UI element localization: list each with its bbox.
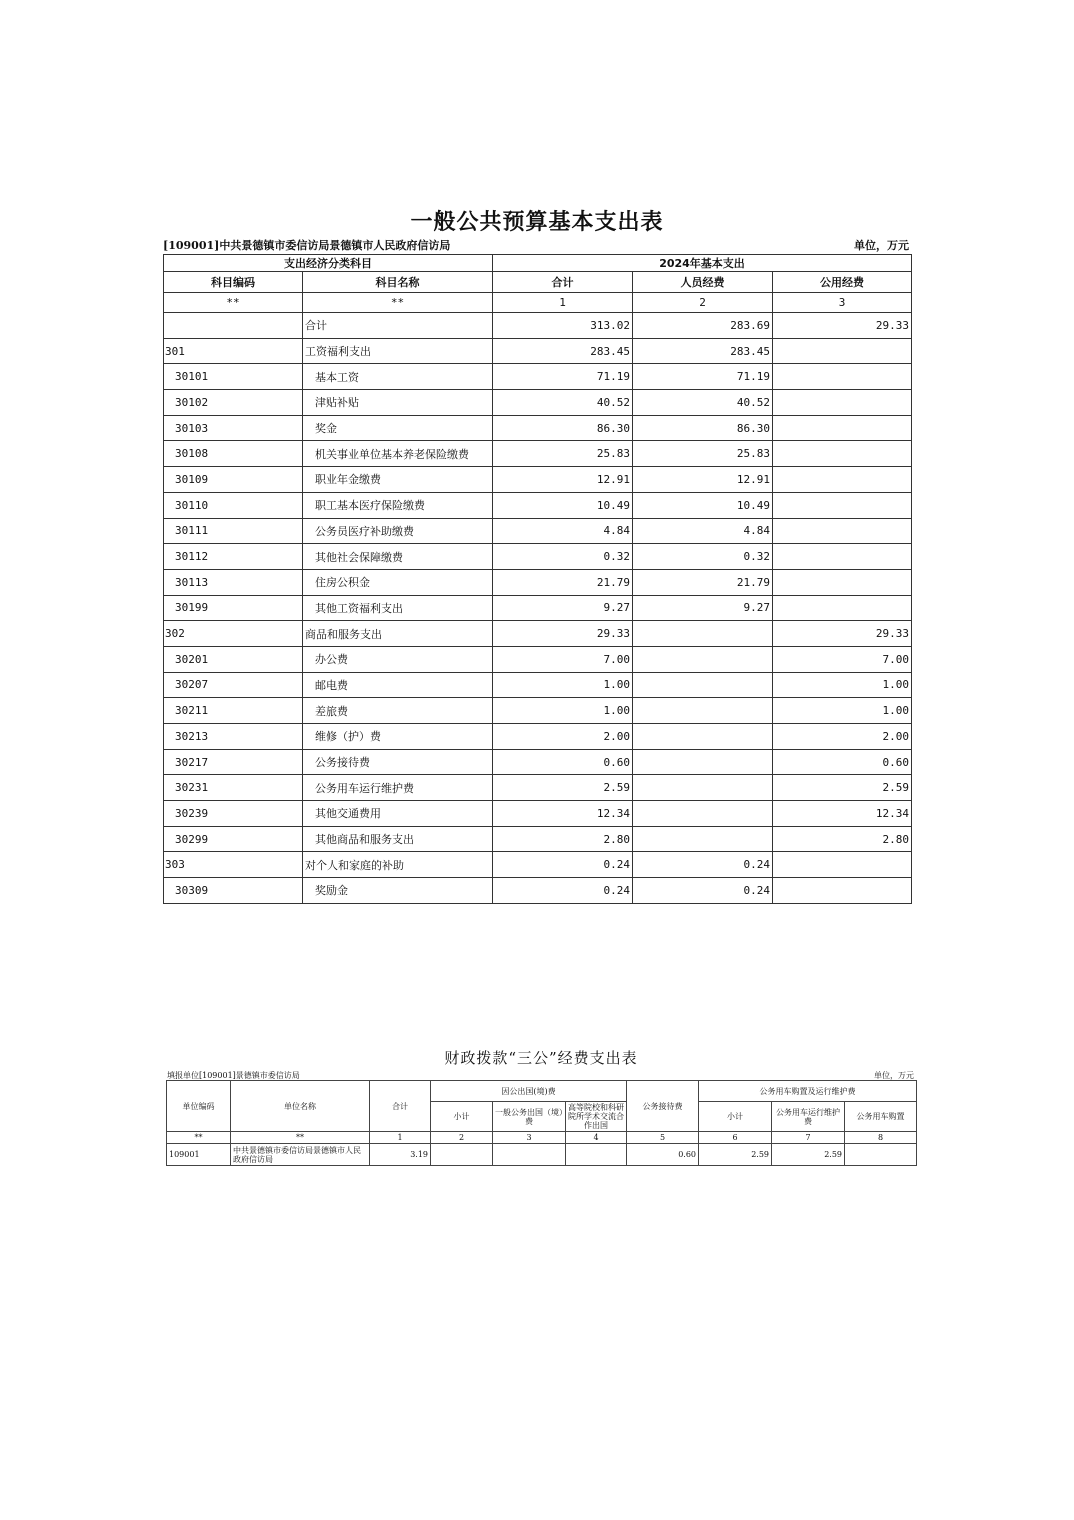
table2-cell-abroad-academic bbox=[566, 1144, 627, 1166]
table2-header-vehicle-purchase: 公务用车购置 bbox=[845, 1102, 917, 1132]
table1-cell-name: 基本工资 bbox=[303, 364, 493, 390]
table2-cell-abroad-general bbox=[493, 1144, 566, 1166]
table1-cell-total: 0.32 bbox=[493, 544, 633, 570]
table1-cell-public bbox=[773, 518, 912, 544]
table1-cell-name: 公务用车运行维护费 bbox=[303, 775, 493, 801]
table1-title: 一般公共预算基本支出表 bbox=[410, 210, 664, 235]
table2-header-abroad-subtotal: 小计 bbox=[431, 1102, 493, 1132]
table1-cell-total: 12.91 bbox=[493, 467, 633, 493]
table1-cell-code: 30102 bbox=[164, 390, 303, 416]
table1-cell-name: 对个人和家庭的补助 bbox=[303, 852, 493, 878]
table-row bbox=[164, 801, 912, 827]
table1-cell-name: 公务员医疗补助缴费 bbox=[303, 518, 493, 544]
table1-unit-label: 单位，万元 bbox=[854, 239, 909, 252]
table1-col-number: ** bbox=[303, 293, 493, 313]
table2-header-abroad-general: 一般公务出国（境）费 bbox=[493, 1102, 566, 1132]
table1-cell-total: 0.24 bbox=[493, 878, 633, 904]
table1-cell-personnel: 25.83 bbox=[633, 441, 773, 467]
table1-cell-total: 2.00 bbox=[493, 724, 633, 750]
table2-col-number: 7 bbox=[772, 1132, 845, 1144]
table1-cell-code: 30217 bbox=[164, 749, 303, 775]
table1-cell-total: 12.34 bbox=[493, 801, 633, 827]
table1-cell-code: 303 bbox=[164, 852, 303, 878]
table1-cell-personnel: 283.69 bbox=[633, 313, 773, 339]
table1-cell-total: 1.00 bbox=[493, 672, 633, 698]
table2-col-number: 6 bbox=[699, 1132, 772, 1144]
table1-cell-name: 公务接待费 bbox=[303, 749, 493, 775]
general-budget-table bbox=[163, 254, 912, 904]
table1-cell-personnel bbox=[633, 724, 773, 750]
table1-cell-name: 机关事业单位基本养老保险缴费 bbox=[303, 441, 493, 467]
table1-cell-public bbox=[773, 390, 912, 416]
table1-cell-name: 其他工资福利支出 bbox=[303, 595, 493, 621]
table1-cell-name: 津贴补贴 bbox=[303, 390, 493, 416]
table-row bbox=[164, 878, 912, 904]
table2-header-unit-code: 单位编码 bbox=[167, 1081, 231, 1132]
table1-cell-code: 301 bbox=[164, 338, 303, 364]
table2-header-row-1 bbox=[167, 1081, 917, 1102]
table-row bbox=[164, 672, 912, 698]
table1-cell-personnel bbox=[633, 749, 773, 775]
table1-cell-code bbox=[164, 313, 303, 339]
table2-col-number: 2 bbox=[431, 1132, 493, 1144]
table1-col-header: 人员经费 bbox=[633, 272, 773, 293]
table1-cell-personnel: 71.19 bbox=[633, 364, 773, 390]
table1-cell-code: 30201 bbox=[164, 646, 303, 672]
table1-cell-name: 商品和服务支出 bbox=[303, 621, 493, 647]
table1-cell-name: 职业年金缴费 bbox=[303, 467, 493, 493]
table1-cell-personnel bbox=[633, 698, 773, 724]
table-row bbox=[164, 749, 912, 775]
table1-cell-total: 0.24 bbox=[493, 852, 633, 878]
table2-unit-label: 单位，万元 bbox=[874, 1071, 914, 1080]
table2-col-number: 4 bbox=[566, 1132, 627, 1144]
table-row bbox=[164, 441, 912, 467]
table2-cell-reception: 0.60 bbox=[627, 1144, 699, 1166]
table1-cell-personnel: 9.27 bbox=[633, 595, 773, 621]
table1-cell-code: 30103 bbox=[164, 415, 303, 441]
table1-cell-name: 职工基本医疗保险缴费 bbox=[303, 492, 493, 518]
table2-title: 财政拨款“三公”经费支出表 bbox=[444, 1049, 638, 1067]
table2-cell-code: 109001 bbox=[167, 1144, 231, 1166]
table1-col-number: 2 bbox=[633, 293, 773, 313]
table1-cell-personnel: 10.49 bbox=[633, 492, 773, 518]
table1-cell-name: 工资福利支出 bbox=[303, 338, 493, 364]
table2-cell-vehicle-operation: 2.59 bbox=[772, 1144, 845, 1166]
table1-cell-code: 30207 bbox=[164, 672, 303, 698]
table1-cell-name: 办公费 bbox=[303, 646, 493, 672]
three-public-expense-table bbox=[166, 1080, 917, 1166]
table1-cell-public: 7.00 bbox=[773, 646, 912, 672]
table1-cell-public: 0.60 bbox=[773, 749, 912, 775]
table2-header-abroad-academic: 高等院校和科研院所学术交流合作出国 bbox=[566, 1102, 627, 1132]
table1-cell-personnel: 283.45 bbox=[633, 338, 773, 364]
table1-cell-public bbox=[773, 338, 912, 364]
table1-cell-total: 4.84 bbox=[493, 518, 633, 544]
table1-cell-personnel: 0.32 bbox=[633, 544, 773, 570]
table-row bbox=[164, 724, 912, 750]
table1-cell-total: 2.80 bbox=[493, 826, 633, 852]
table1-column-header-row bbox=[164, 272, 912, 293]
table-row bbox=[164, 621, 912, 647]
table1-group-header-right: 2024年基本支出 bbox=[493, 255, 912, 272]
table1-cell-total: 9.27 bbox=[493, 595, 633, 621]
table1-col-number: 3 bbox=[773, 293, 912, 313]
table1-group-header-row bbox=[164, 255, 912, 272]
table1-cell-total: 29.33 bbox=[493, 621, 633, 647]
table1-cell-public: 29.33 bbox=[773, 621, 912, 647]
table1-cell-public bbox=[773, 441, 912, 467]
table-row bbox=[164, 467, 912, 493]
table1-cell-name: 奖金 bbox=[303, 415, 493, 441]
table1-col-number: 1 bbox=[493, 293, 633, 313]
table1-cell-public: 2.00 bbox=[773, 724, 912, 750]
table1-cell-personnel bbox=[633, 672, 773, 698]
table1-cell-total: 2.59 bbox=[493, 775, 633, 801]
table1-cell-personnel: 0.24 bbox=[633, 878, 773, 904]
table1-cell-name: 其他社会保障缴费 bbox=[303, 544, 493, 570]
table1-cell-code: 30231 bbox=[164, 775, 303, 801]
table1-cell-public: 1.00 bbox=[773, 672, 912, 698]
table-row bbox=[164, 313, 912, 339]
table1-cell-public: 29.33 bbox=[773, 313, 912, 339]
table-row bbox=[164, 544, 912, 570]
table-row bbox=[164, 415, 912, 441]
table2-column-number-row bbox=[167, 1132, 917, 1144]
table1-cell-total: 71.19 bbox=[493, 364, 633, 390]
table1-cell-public: 12.34 bbox=[773, 801, 912, 827]
table2-col-number: ** bbox=[167, 1132, 231, 1144]
table1-column-number-row bbox=[164, 293, 912, 313]
table1-cell-personnel bbox=[633, 775, 773, 801]
table-row bbox=[164, 595, 912, 621]
table1-cell-name: 维修（护）费 bbox=[303, 724, 493, 750]
table2-col-number: 3 bbox=[493, 1132, 566, 1144]
table2-header-vehicle-subtotal: 小计 bbox=[699, 1102, 772, 1132]
table1-cell-personnel bbox=[633, 826, 773, 852]
table1-cell-public: 2.59 bbox=[773, 775, 912, 801]
table1-cell-name: 其他交通费用 bbox=[303, 801, 493, 827]
table1-cell-public: 2.80 bbox=[773, 826, 912, 852]
table1-cell-personnel: 12.91 bbox=[633, 467, 773, 493]
table2-cell-abroad-subtotal bbox=[431, 1144, 493, 1166]
table1-cell-public bbox=[773, 544, 912, 570]
table1-cell-name: 其他商品和服务支出 bbox=[303, 826, 493, 852]
table1-cell-code: 302 bbox=[164, 621, 303, 647]
table1-cell-code: 30112 bbox=[164, 544, 303, 570]
table1-cell-name: 合计 bbox=[303, 313, 493, 339]
table2-header-total: 合计 bbox=[370, 1081, 431, 1132]
table1-cell-public bbox=[773, 852, 912, 878]
table1-cell-total: 1.00 bbox=[493, 698, 633, 724]
table1-cell-total: 7.00 bbox=[493, 646, 633, 672]
table2-col-number: ** bbox=[231, 1132, 370, 1144]
table1-cell-code: 30111 bbox=[164, 518, 303, 544]
table-row bbox=[164, 492, 912, 518]
table1-cell-public bbox=[773, 364, 912, 390]
table1-cell-name: 邮电费 bbox=[303, 672, 493, 698]
table-row bbox=[164, 338, 912, 364]
table-row bbox=[164, 698, 912, 724]
table2-header-unit-name: 单位名称 bbox=[231, 1081, 370, 1132]
table1-cell-total: 86.30 bbox=[493, 415, 633, 441]
table-row bbox=[164, 852, 912, 878]
table-row bbox=[164, 646, 912, 672]
table1-col-header: 科目编码 bbox=[164, 272, 303, 293]
table2-unit-name: 填报单位[109001]景德镇市委信访局 bbox=[167, 1071, 300, 1080]
table1-cell-public bbox=[773, 415, 912, 441]
table1-cell-code: 30108 bbox=[164, 441, 303, 467]
table1-cell-total: 40.52 bbox=[493, 390, 633, 416]
table2-header-abroad-group: 因公出国(境)费 bbox=[431, 1081, 627, 1102]
table2-cell-total: 3.19 bbox=[370, 1144, 431, 1166]
table2-cell-vehicle-purchase bbox=[845, 1144, 917, 1166]
table1-cell-name: 奖励金 bbox=[303, 878, 493, 904]
table1-cell-total: 313.02 bbox=[493, 313, 633, 339]
table1-cell-personnel: 86.30 bbox=[633, 415, 773, 441]
table2-header-vehicle-group: 公务用车购置及运行维护费 bbox=[699, 1081, 917, 1102]
table1-cell-public: 1.00 bbox=[773, 698, 912, 724]
table1-cell-personnel bbox=[633, 646, 773, 672]
table1-cell-total: 0.60 bbox=[493, 749, 633, 775]
table1-cell-public bbox=[773, 878, 912, 904]
table1-cell-code: 30299 bbox=[164, 826, 303, 852]
table1-cell-personnel bbox=[633, 621, 773, 647]
table2-cell-vehicle-subtotal: 2.59 bbox=[699, 1144, 772, 1166]
table1-cell-personnel: 4.84 bbox=[633, 518, 773, 544]
table1-cell-personnel bbox=[633, 801, 773, 827]
table2-col-number: 5 bbox=[627, 1132, 699, 1144]
table1-cell-code: 30101 bbox=[164, 364, 303, 390]
table1-cell-public bbox=[773, 467, 912, 493]
table1-group-header-left: 支出经济分类科目 bbox=[164, 255, 493, 272]
table1-cell-code: 30239 bbox=[164, 801, 303, 827]
table1-cell-total: 21.79 bbox=[493, 569, 633, 595]
table1-cell-code: 30211 bbox=[164, 698, 303, 724]
table1-col-header: 公用经费 bbox=[773, 272, 912, 293]
table1-cell-code: 30109 bbox=[164, 467, 303, 493]
table-row bbox=[164, 569, 912, 595]
table1-cell-personnel: 21.79 bbox=[633, 569, 773, 595]
table-row bbox=[164, 364, 912, 390]
table1-cell-total: 10.49 bbox=[493, 492, 633, 518]
table1-cell-total: 25.83 bbox=[493, 441, 633, 467]
table1-col-number: ** bbox=[164, 293, 303, 313]
table1-cell-code: 30199 bbox=[164, 595, 303, 621]
table1-cell-public bbox=[773, 492, 912, 518]
table2-header-reception: 公务接待费 bbox=[627, 1081, 699, 1132]
table1-cell-code: 30110 bbox=[164, 492, 303, 518]
table1-cell-personnel: 40.52 bbox=[633, 390, 773, 416]
table2-col-number: 8 bbox=[845, 1132, 917, 1144]
table-row bbox=[164, 775, 912, 801]
table1-cell-public bbox=[773, 595, 912, 621]
table2-header-vehicle-operation: 公务用车运行维护费 bbox=[772, 1102, 845, 1132]
table-row bbox=[164, 390, 912, 416]
table1-cell-code: 30309 bbox=[164, 878, 303, 904]
table1-cell-code: 30213 bbox=[164, 724, 303, 750]
table1-cell-name: 差旅费 bbox=[303, 698, 493, 724]
table-row bbox=[164, 826, 912, 852]
table1-cell-code: 30113 bbox=[164, 569, 303, 595]
table2-col-number: 1 bbox=[370, 1132, 431, 1144]
table1-cell-public bbox=[773, 569, 912, 595]
table1-cell-total: 283.45 bbox=[493, 338, 633, 364]
table-row bbox=[167, 1144, 917, 1166]
table1-cell-personnel: 0.24 bbox=[633, 852, 773, 878]
table-row bbox=[164, 518, 912, 544]
table1-col-header: 合计 bbox=[493, 272, 633, 293]
table1-cell-name: 住房公积金 bbox=[303, 569, 493, 595]
table1-unit-name: [109001]中共景德镇市委信访局景德镇市人民政府信访局 bbox=[163, 239, 451, 252]
table2-cell-name: 中共景德镇市委信访局景德镇市人民政府信访局 bbox=[231, 1144, 370, 1166]
table1-col-header: 科目名称 bbox=[303, 272, 493, 293]
